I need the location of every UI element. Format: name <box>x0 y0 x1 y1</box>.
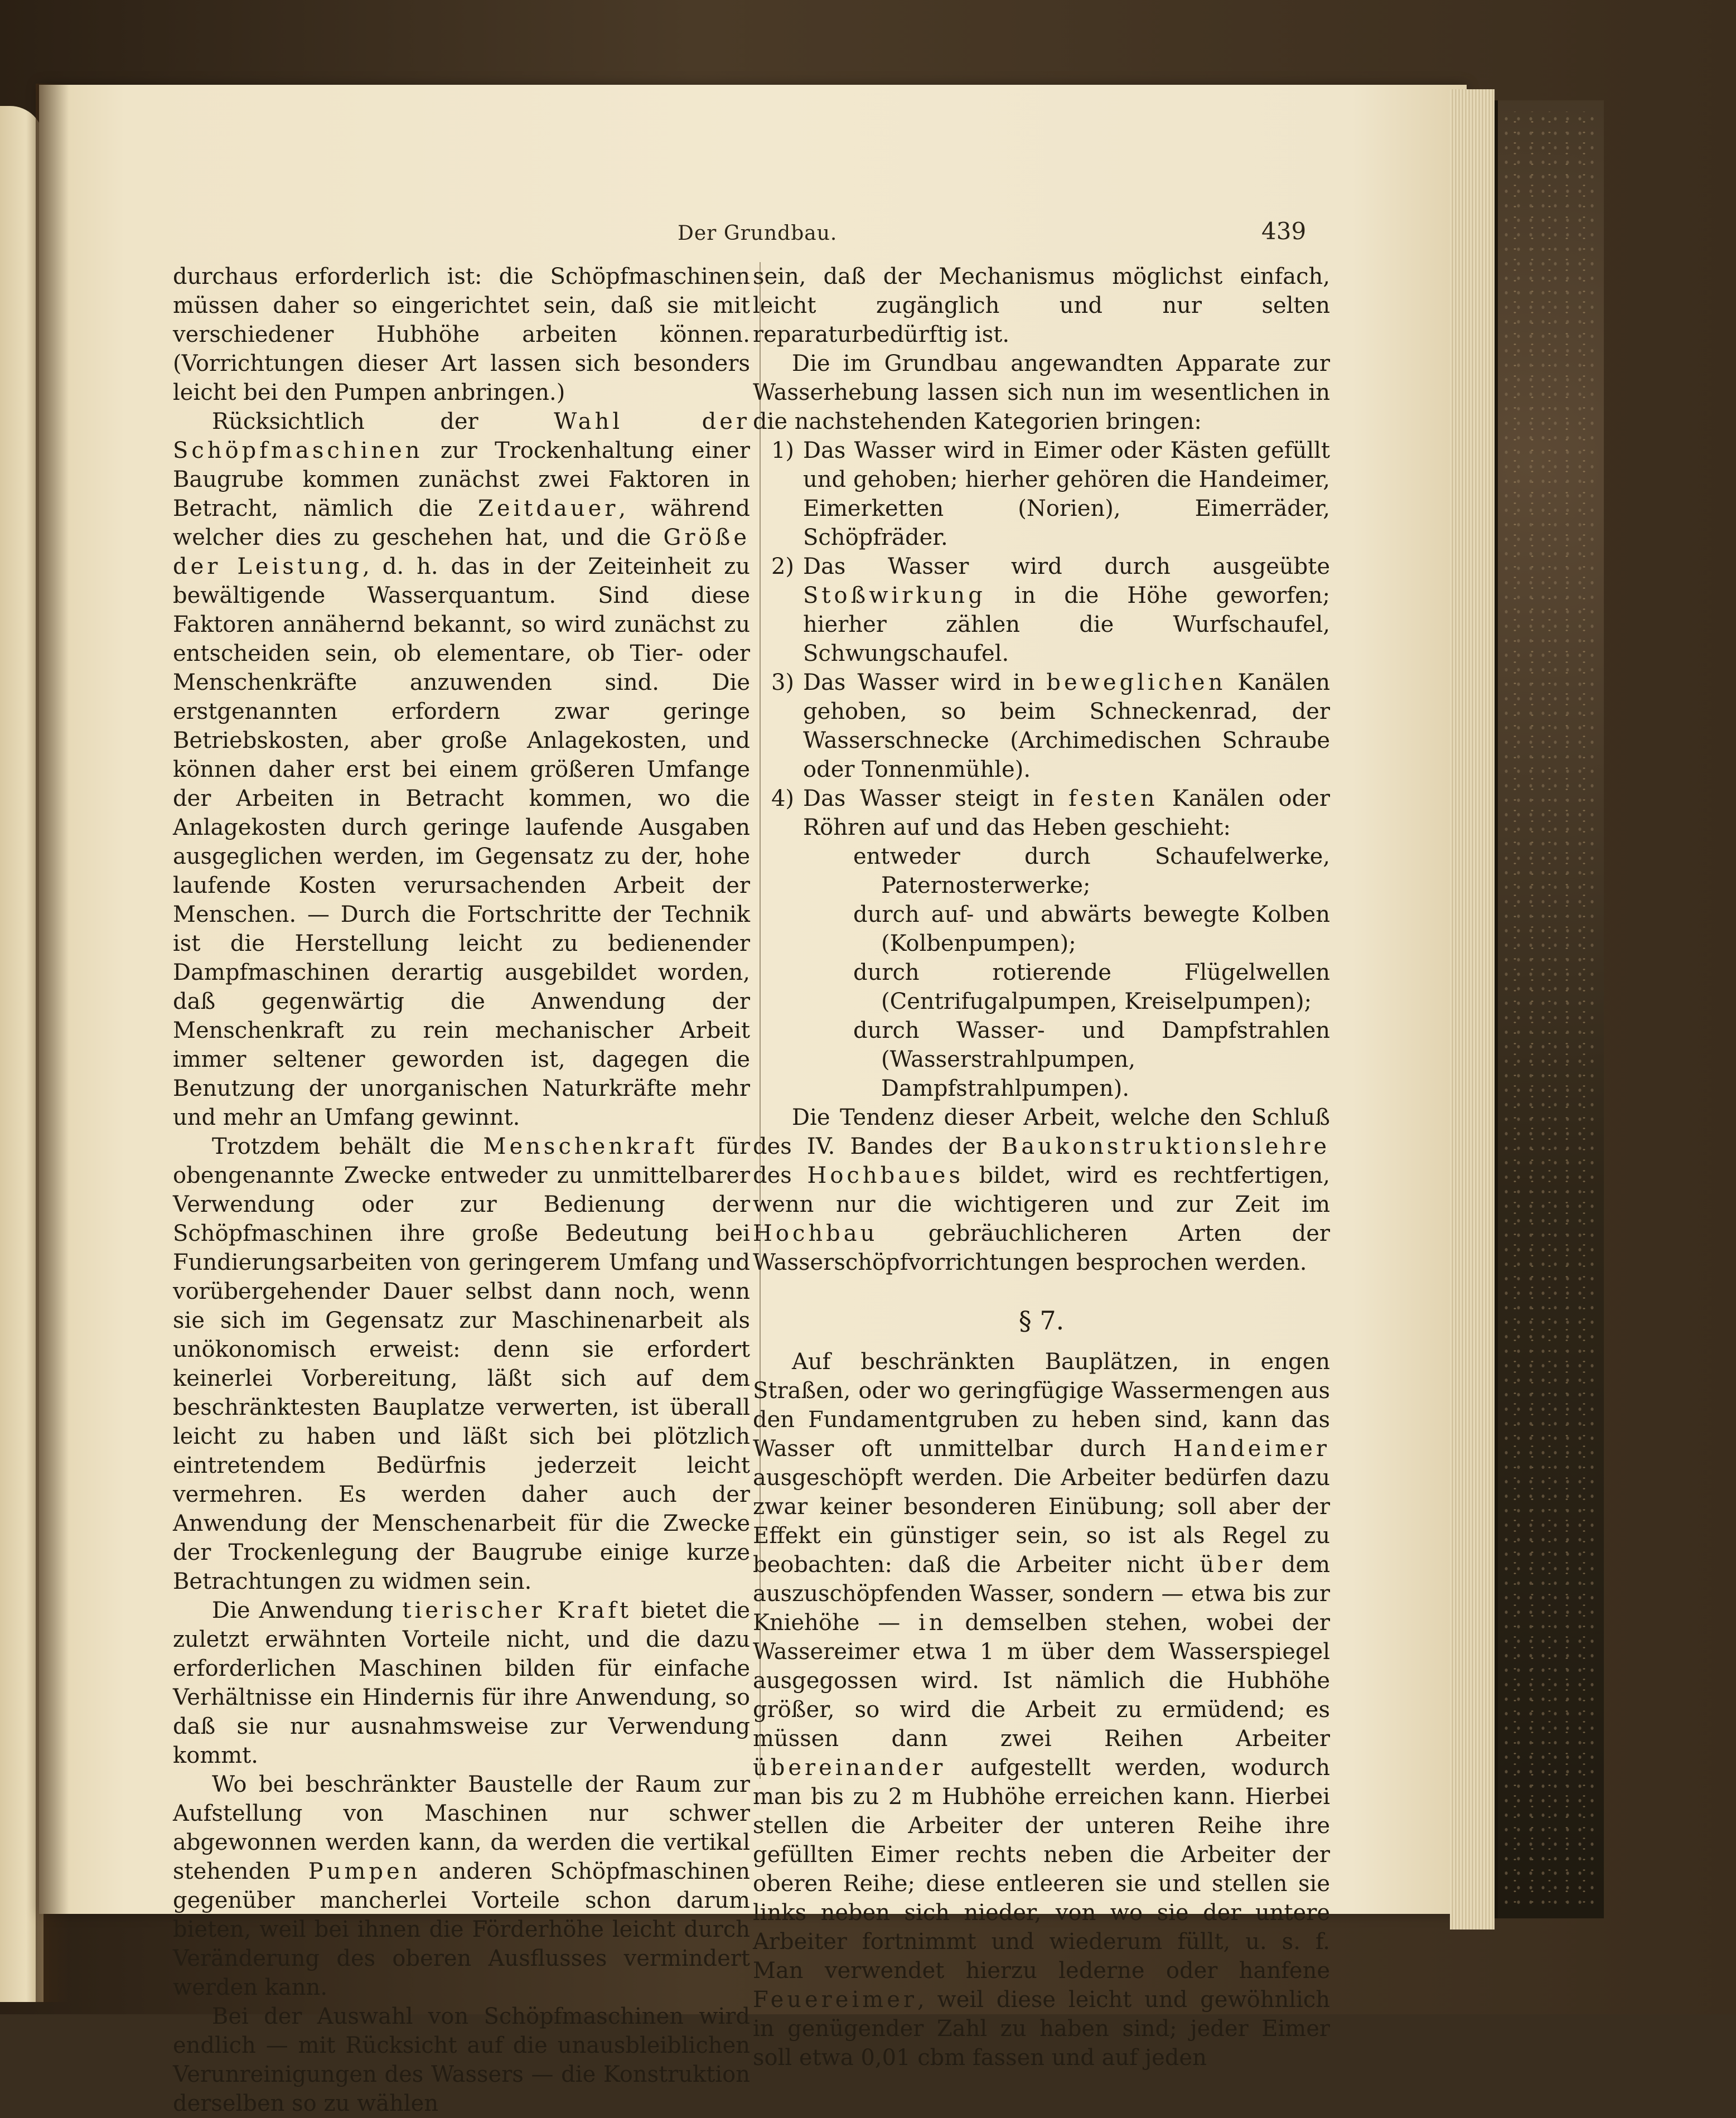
sublist-item: entweder durch Schaufelwerke, Paternosterwerke; <box>853 844 1330 898</box>
list-item <box>753 668 1330 784</box>
spaced-emphasis: Wahl der Schöpfmaschinen <box>173 409 751 463</box>
right-after-list <box>753 1103 1330 1277</box>
paragraph <box>173 262 750 407</box>
text-run: Das Wasser wird in Eimer oder Kästen gefüllt und gehoben; hierher gehören die Handeimer, Eimerketten (Norien), Eimerräder, Schöpfräder. <box>803 438 1330 550</box>
paragraph <box>173 1596 750 1770</box>
pump-sublist <box>853 842 1330 1103</box>
text-run: Das Wasser steigt in <box>803 786 1068 811</box>
text-run: Kanälen oder Röhren auf und das Heben geschieht: <box>803 786 1330 840</box>
text-run: ausgeschöpft werden. Die Arbeiter bedürfen dazu zwar keiner besonderen Einübung; soll aber der Effekt ein günstiger sein, so ist als Regel zu beobachten: daß die Arbeiter nicht <box>753 1465 1330 1578</box>
text-run: sein, daß der Mechanismus möglichst einfach, leicht zugänglich und nur selten reparaturbedürftig ist. <box>753 264 1330 347</box>
paragraph <box>173 407 750 1132</box>
text-run: , während welcher dies zu geschehen hat, und die <box>173 496 750 550</box>
spaced-emphasis: festen <box>1068 786 1158 811</box>
text-run: Bei der Auswahl von Schöpfmaschinen wird endlich — mit Rücksicht auf die unausbleiblichen Verunreinigungen des Wassers — die Konstruktion derselben so zu wählen <box>173 2004 750 2116</box>
text-run: in die Höhe geworfen; hierher zählen die Wurfschaufel, Schwungschaufel. <box>803 583 1330 666</box>
text-run: Wo bei beschränkter Baustelle der Raum zur Aufstellung von Maschinen nur schwer abgewonnen werden kann, da werden die vertikal stehenden <box>173 1772 750 1884</box>
right-intro <box>753 262 1330 436</box>
category-list <box>753 436 1330 842</box>
text-run: anderen Schöpfmaschinen gegenüber mancherlei Vorteile schon darum bieten, weil bei ihnen die Förderhöhe leicht durch Veränderung des oberen Ausflusses vermindert werden kann. <box>173 1859 750 2000</box>
text-run: Die Tendenz dieser Arbeit, welche den Schluß des IV. Bandes der <box>753 1105 1330 1159</box>
paragraph <box>753 1347 1330 2072</box>
spaced-emphasis: Zeitdauer <box>478 496 619 521</box>
right-column <box>753 262 1330 2072</box>
page-stack-edge <box>1450 89 1495 1930</box>
spaced-emphasis: übereinander <box>753 1755 946 1781</box>
list-text <box>803 552 1330 668</box>
spaced-emphasis: Hochbau <box>753 1221 878 1246</box>
text-run: Trotzdem behält die <box>212 1134 483 1159</box>
gutter-shadow <box>36 84 69 2002</box>
sublist-item: durch Wasser- und Dampfstrahlen (Wasserstrahlpumpen, Dampfstrahlpumpen). <box>853 1018 1330 1101</box>
spaced-emphasis: Größe der Leistung <box>173 525 750 579</box>
list-item <box>753 552 1330 668</box>
paragraph <box>753 349 1330 436</box>
list-number: 3) <box>771 670 794 695</box>
spaced-emphasis: tierischer Kraft <box>402 1598 632 1623</box>
text-run: , weil diese leicht und gewöhnlich in genügender Zahl zu haben sind; jeder Eimer soll etwa 0,01 cbm fassen und auf jeden <box>753 1987 1330 2071</box>
spaced-emphasis: Stoßwirkung <box>803 583 986 608</box>
text-run: zur Trockenhaltung einer Baugrube kommen zunächst zwei Faktoren in Betracht, nämlich die <box>173 438 750 521</box>
text-run: gebräuchlicheren Arten der Wasserschöpfvorrichtungen besprochen werden. <box>753 1221 1330 1275</box>
text-run: dem auszuschöpfenden Wasser, sondern — etwa bis zur Kniehöhe — <box>753 1552 1331 1636</box>
text-run: aufgestellt werden, wodurch man bis zu 2 m Hubhöhe erreichen kann. Hierbei stellen die Arbeiter der unteren Reihe ihre gefüllten Eimer rechts neben die Arbeiter der oberen Reihe; diese entleeren sie und stellen sie links neben sich nieder, von wo sie der untere Arbeiter fortnimmt und wiederum füllt, u. s. f. Man verwendet hierzu lederne oder hanfene <box>753 1755 1330 1984</box>
text-run: demselben stehen, wobei der Wassereimer etwa 1 m über dem Wasserspiegel ausgegossen wird. Ist nämlich die Hubhöhe größer, so wird die Arbeit zu ermüdend; es müssen dann zwei Reihen Arbeiter <box>753 1610 1330 1752</box>
text-run: durchaus erforderlich ist: die Schöpfmaschinen müssen daher so eingerichtet sein, daß sie mit verschiedener Hubhöhe arbeiten können. (Vorrichtungen dieser Art lassen sich besonders leicht bei den Pumpen anbringen.) <box>173 264 750 405</box>
page-number: 439 <box>1261 217 1307 245</box>
section-heading: § 7. <box>1018 1305 1065 1336</box>
text-run: Die Anwendung <box>212 1598 403 1623</box>
spaced-emphasis: in <box>918 1610 947 1636</box>
sublist-item: durch auf- und abwärts bewegte Kolben (Kolbenpumpen); <box>853 902 1330 956</box>
spaced-emphasis: Feuereimer <box>753 1987 917 2013</box>
paragraph <box>173 2002 750 2118</box>
list-number: 1) <box>771 438 794 463</box>
cover-marbling <box>1500 112 1595 1907</box>
list-number: 2) <box>771 554 794 579</box>
paragraph <box>753 1103 1330 1277</box>
spaced-emphasis: Baukonstruktionslehre <box>1001 1134 1330 1159</box>
list-item <box>753 436 1330 552</box>
paragraph <box>753 262 1330 349</box>
text-run: Die im Grundbau angewandten Apparate zur Wasserhebung lassen sich nun im wesentlichen in die nachstehenden Kategorien bringen: <box>753 351 1330 434</box>
text-run: , d. h. das in der Zeiteinheit zu bewältigende Wasserquantum. Sind diese Faktoren annähernd bekannt, so wird zunächst zu entscheiden sein, ob elementare, ob Tier- oder Menschenkräfte anzuwenden sind. Die erstgenannten erfordern zwar geringe Betriebskosten, aber große Anlagekosten, und können daher erst bei einem größeren Umfange der Arbeiten in Betracht kommen, wo die Anlagekosten durch geringe laufende Ausgaben ausgeglichen werden, im Gegensatz zu der, hohe laufende Kosten verursachenden Arbeit der Menschen. — Durch die Fortschritte der Technik ist die Herstellung leicht zu bedienender Dampfmaschinen derartig ausgebildet worden, daß gegenwärtig die Anwendung der Menschenkraft zu rein mechanischer Arbeit immer seltener geworden ist, dagegen die Benutzung der unorganischen Naturkräfte mehr und mehr an Umfang gewinnt. <box>173 554 750 1130</box>
text-run: bildet, wird es rechtfertigen, wenn nur die wichtigeren und zur Zeit im <box>753 1163 1330 1217</box>
text-run: Rücksichtlich der <box>212 409 554 434</box>
list-text <box>803 784 1330 842</box>
running-header: Der Grundbau. <box>678 222 838 245</box>
spaced-emphasis: beweglichen <box>1046 670 1226 695</box>
spaced-emphasis: Handeimer <box>1173 1436 1330 1462</box>
spaced-emphasis: Pumpen <box>308 1859 421 1884</box>
spaced-emphasis: Hochbaues <box>807 1163 964 1188</box>
paragraph <box>173 1770 750 2002</box>
text-run: Das Wasser wird in <box>803 670 1047 695</box>
list-item <box>753 784 1330 842</box>
section-text <box>753 1347 1330 2072</box>
spaced-emphasis: über <box>1200 1552 1266 1578</box>
paragraph <box>173 1132 750 1596</box>
text-run: Auf beschränkten Bauplätzen, in engen Straßen, oder wo geringfügige Wassermengen aus den Fundamentgruben zu heben sind, kann das Wasser oft unmittelbar durch <box>753 1349 1330 1462</box>
text-run: des <box>753 1163 807 1188</box>
list-number: 4) <box>771 786 794 811</box>
sublist-item: durch rotierende Flügelwellen (Centrifugalpumpen, Kreiselpumpen); <box>853 960 1330 1014</box>
list-text <box>803 436 1330 552</box>
left-column <box>173 262 750 2118</box>
text-run: Kanälen gehoben, so beim Schneckenrad, der Wasserschnecke (Archimedischen Schraube oder Tonnenmühle). <box>803 670 1330 782</box>
spaced-emphasis: Menschenkraft <box>483 1134 698 1159</box>
text-run: bietet die zuletzt erwähnten Vorteile nicht, und die dazu erforderlichen Maschinen bilden für einfache Verhältnisse ein Hindernis für ihre Anwendung, so daß sie nur ausnahmsweise zur Verwendung kommt. <box>173 1598 750 1768</box>
list-text <box>803 668 1330 784</box>
text-run: Das Wasser wird durch ausgeübte <box>803 554 1330 579</box>
text-run: für obengenannte Zwecke entweder zu unmittelbarer Verwendung oder zur Bedienung der Schöpfmaschinen ihre große Bedeutung bei Fundierungsarbeiten von geringerem Umfang und vorübergehender Dauer selbst dann noch, wenn sie sich im Gegensatz zur Maschinenarbeit als unökonomisch erweist: denn sie erfordert keinerlei Vorbereitung, läßt sich auf dem beschränktesten Bauplatze verwerten, ist überall leicht zu haben und läßt sich bei plötzlich eintretendem Bedürfnis jederzeit leicht vermehren. Es werden daher auch der Anwendung der Menschenarbeit für die Zwecke der Trockenlegung der Baugrube einige kurze Betrachtungen zu widmen sein. <box>173 1134 750 1594</box>
